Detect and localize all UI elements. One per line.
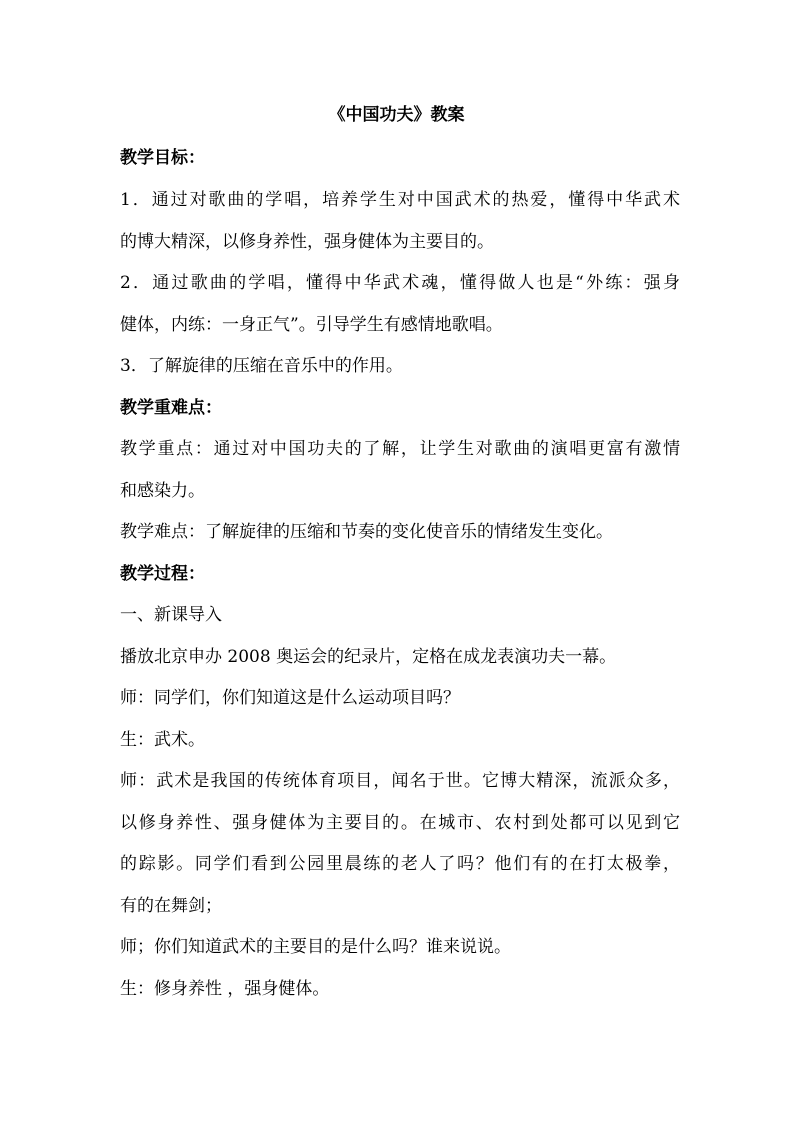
teacher-line-2-part-4: 有的在舞剑；: [120, 896, 222, 916]
teacher-line-2-part-3: 的踪影。同学们看到公园里晨练的老人了吗？他们有的在打太极拳，: [120, 854, 680, 874]
objective-2-line-1: 2．通过歌曲的学唱，懂得中华武术魂，懂得做人也是“外练：强身: [120, 273, 680, 293]
objective-1-line-1: 1．通过对歌曲的学唱，培养学生对中国武术的热爱，懂得中华武术: [120, 190, 680, 210]
teacher-line-1: 师：同学们，你们知道这是什么运动项目吗？: [120, 688, 460, 708]
key-points-heading: 教学重难点：: [120, 398, 222, 418]
key-point-line-2: 和感染力。: [120, 481, 205, 501]
objective-3: 3．了解旋律的压缩在音乐中的作用。: [120, 356, 403, 376]
student-line-1: 生：武术。: [120, 730, 205, 750]
document-title: 《中国功夫》教案: [328, 105, 465, 125]
objectives-heading: 教学目标：: [120, 148, 205, 168]
teacher-line-2-part-2: 以修身养性、强身健体为主要目的。在城市、农村到处都可以见到它: [120, 813, 680, 833]
student-line-2: 生：修身养性 ，强身健体。: [120, 979, 330, 999]
difficulty-text: 教学难点：了解旋律的压缩和节奏的变化使音乐的情绪发生变化。: [120, 522, 613, 542]
process-step-1: 一、新课导入: [120, 605, 222, 625]
process-heading: 教学过程：: [120, 564, 205, 584]
teacher-line-2-part-1: 师：武术是我国的传统体育项目，闻名于世。它博大精深，流派众多，: [120, 771, 680, 791]
process-paragraph-1: 播放北京申办 2008 奥运会的纪录片，定格在成龙表演功夫一幕。: [120, 647, 617, 667]
teacher-line-3: 师；你们知道武术的主要目的是什么吗？谁来说说。: [120, 937, 511, 957]
objective-1-line-2: 的博大精深，以修身养性，强身健体为主要目的。: [120, 232, 494, 252]
objective-2-line-2: 健体，内练：一身正气”。引导学生有感情地歌唱。: [120, 315, 503, 335]
key-point-line-1: 教学重点：通过对中国功夫的了解，让学生对歌曲的演唱更富有激情: [120, 439, 680, 459]
